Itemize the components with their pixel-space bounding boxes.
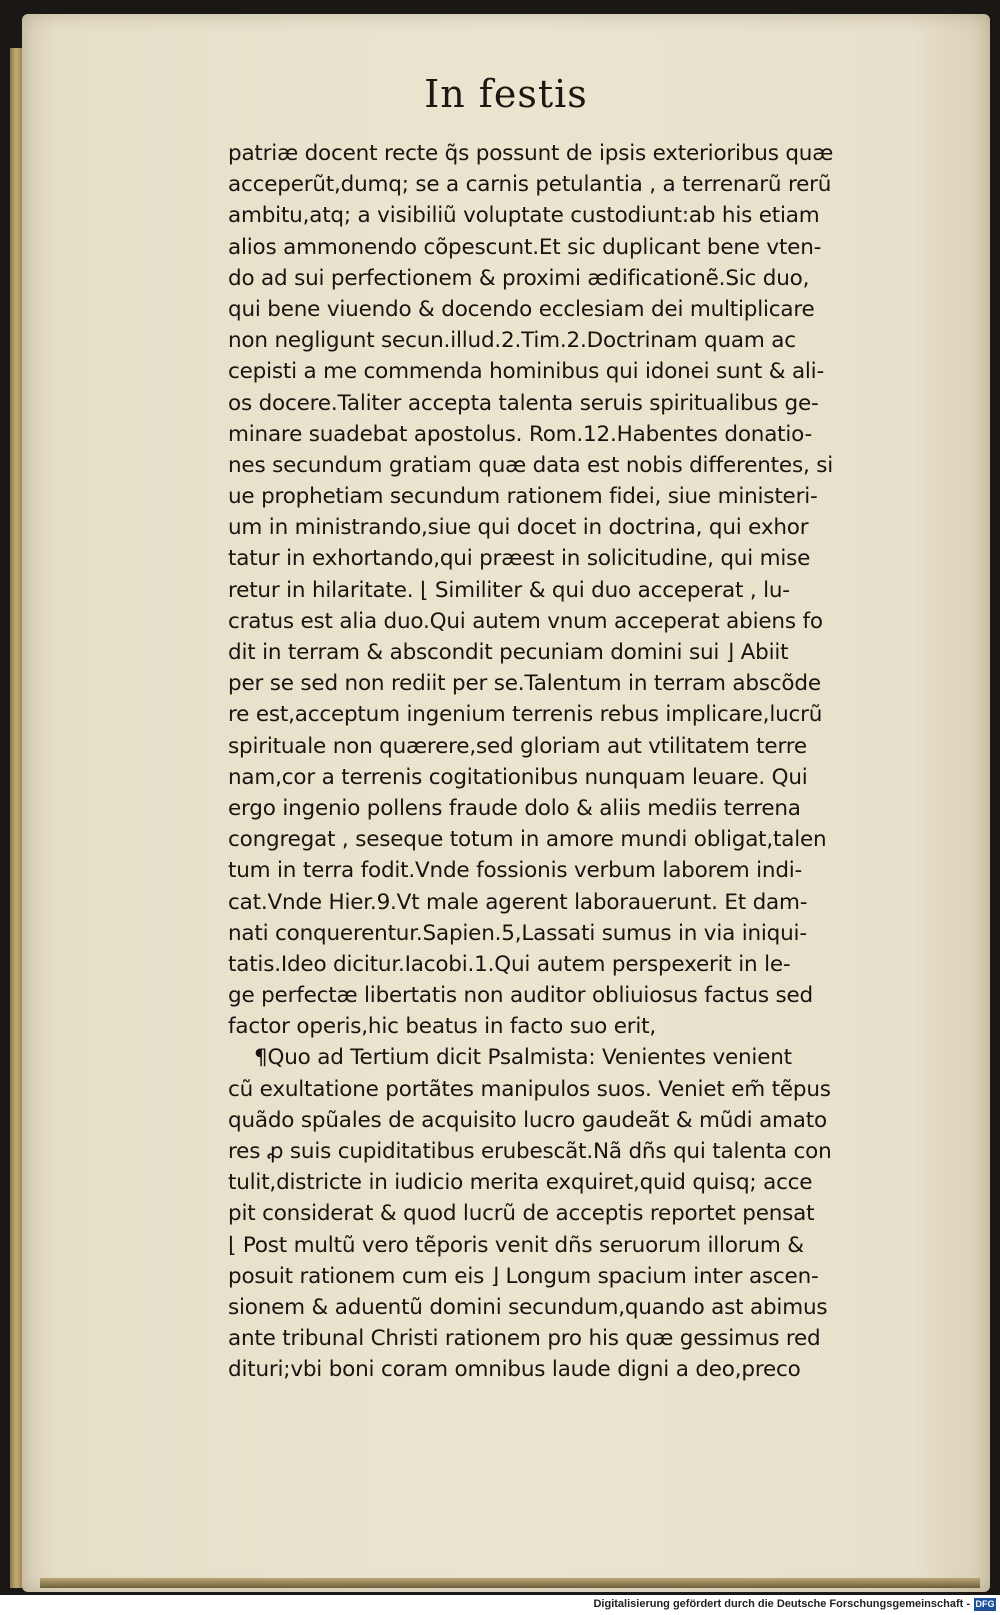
text-line: acceperũt,dumq; se a carnis petulantia , a terrenarũ rerũ: [228, 172, 832, 198]
text-line: nam,cor a terrenis cogitationibus nunquam leuare. Qui: [228, 764, 808, 790]
text-line: non negligunt secun.illud.2.Tim.2.Doctrinam quam ac: [228, 328, 796, 354]
text-line: tatur in exhortando,qui præest in solicitudine, qui mise: [228, 546, 811, 572]
text-line: do ad sui perfectionem & proximi ædificationẽ.Sic duo,: [228, 265, 810, 291]
text-line: nes secundum gratiam quæ data est nobis differentes, si: [228, 452, 833, 478]
footer-bar: [0, 1596, 1000, 1615]
text-line: ergo ingenio pollens fraude dolo & aliis mediis terrena: [228, 795, 801, 821]
running-header: In festis: [424, 72, 588, 116]
page-edge-bottom: [40, 1578, 980, 1588]
text-line: um in ministrando,siue qui docet in doctrina, qui exhor: [228, 515, 809, 541]
text-line: res ꝓ suis cupiditatibus erubescãt.Nã dñs qui talenta con: [228, 1139, 832, 1164]
text-line: cepisti a me commenda hominibus qui idonei sunt & ali-: [228, 359, 825, 385]
text-line: tum in terra fodit.Vnde fossionis verbum laborem indi-: [228, 858, 803, 884]
text-line: os docere.Taliter accepta talenta seruis spiritualibus ge-: [228, 390, 819, 416]
text-line: cat.Vnde Hier.9.Vt male agerent laborauerunt. Et dam-: [228, 889, 808, 915]
page-edge-left: [10, 48, 22, 1588]
text-line: ⌊ Post multũ vero tẽporis venit dñs seruorum illorum &: [228, 1232, 804, 1258]
text-line: alios ammonendo cõpescunt.Et sic duplicant bene vten-: [228, 234, 822, 260]
text-line: ambitu,atq; a visibiliũ voluptate custodiunt:ab his etiam: [228, 203, 820, 229]
text-line: ge perfectæ libertatis non auditor obliuiosus factus sed: [228, 983, 813, 1009]
text-line: ue prophetiam secundum rationem fidei, siue ministeri-: [228, 484, 818, 510]
text-line: cratus est alia duo.Qui autem vnum acceperat abiens fo: [228, 608, 823, 634]
text-line: per se sed non rediit per se.Talentum in terram abscõde: [228, 671, 821, 697]
text-line: nati conquerentur.Sapien.5,Lassati sumus in via iniqui-: [228, 920, 807, 946]
text-line: ante tribunal Christi rationem pro his quæ gessimus red: [228, 1326, 821, 1352]
text-line: congregat , seseque totum in amore mundi obligat,talen: [228, 827, 827, 853]
text-line: posuit rationem cum eis ⌋ Longum spacium inter ascen-: [228, 1263, 819, 1289]
text-line: cũ exultatione portãtes manipulos suos. Veniet em̃ tẽpus: [228, 1076, 831, 1102]
body-text: [228, 138, 942, 1386]
text-line: minare suadebat apostolus. Rom.12.Habentes donatio-: [228, 421, 813, 447]
text-line: factor operis,hic beatus in facto suo erit,: [228, 1014, 657, 1040]
text-line: ¶Quo ad Tertium dicit Psalmista: Venientes venient: [254, 1045, 792, 1071]
text-line: pit considerat & quod lucrũ de acceptis reportet pensat: [228, 1201, 815, 1227]
text-line: sionem & aduentũ domini secundum,quando ast abimus: [228, 1294, 828, 1320]
text-line: re est,acceptum ingenium terrenis rebus implicare,lucrũ: [228, 702, 823, 728]
text-line: dituri;vbi boni coram omnibus laude digni a deo,preco: [228, 1357, 801, 1383]
text-line: tatis.Ideo dicitur.Iacobi.1.Qui autem perspexerit in le-: [228, 951, 791, 977]
dfg-logo-icon: DFG: [975, 1599, 995, 1609]
book-page: [22, 14, 990, 1592]
text-line: spirituale non quærere,sed gloriam aut vtilitatem terre: [228, 733, 807, 759]
text-line: tulit,districte in iudicio merita exquiret,quid quisq; acce: [228, 1170, 813, 1196]
footer-credit: Digitalisierung gefördert durch die Deutsche Forschungsgemeinschaft -: [593, 1598, 970, 1610]
text-line: qui bene viuendo & docendo ecclesiam dei multiplicare: [228, 296, 815, 322]
text-line: retur in hilaritate. ⌊ Similiter & qui duo acceperat , lu-: [228, 577, 790, 603]
text-line: patriæ docent recte q̃s possunt de ipsis exterioribus quæ: [228, 141, 834, 166]
text-line: dit in terram & abscondit pecuniam domini sui ⌋ Abiit: [228, 640, 789, 665]
text-line: quãdo spũales de acquisito lucro gaudeãt & mũdi amato: [228, 1107, 827, 1133]
